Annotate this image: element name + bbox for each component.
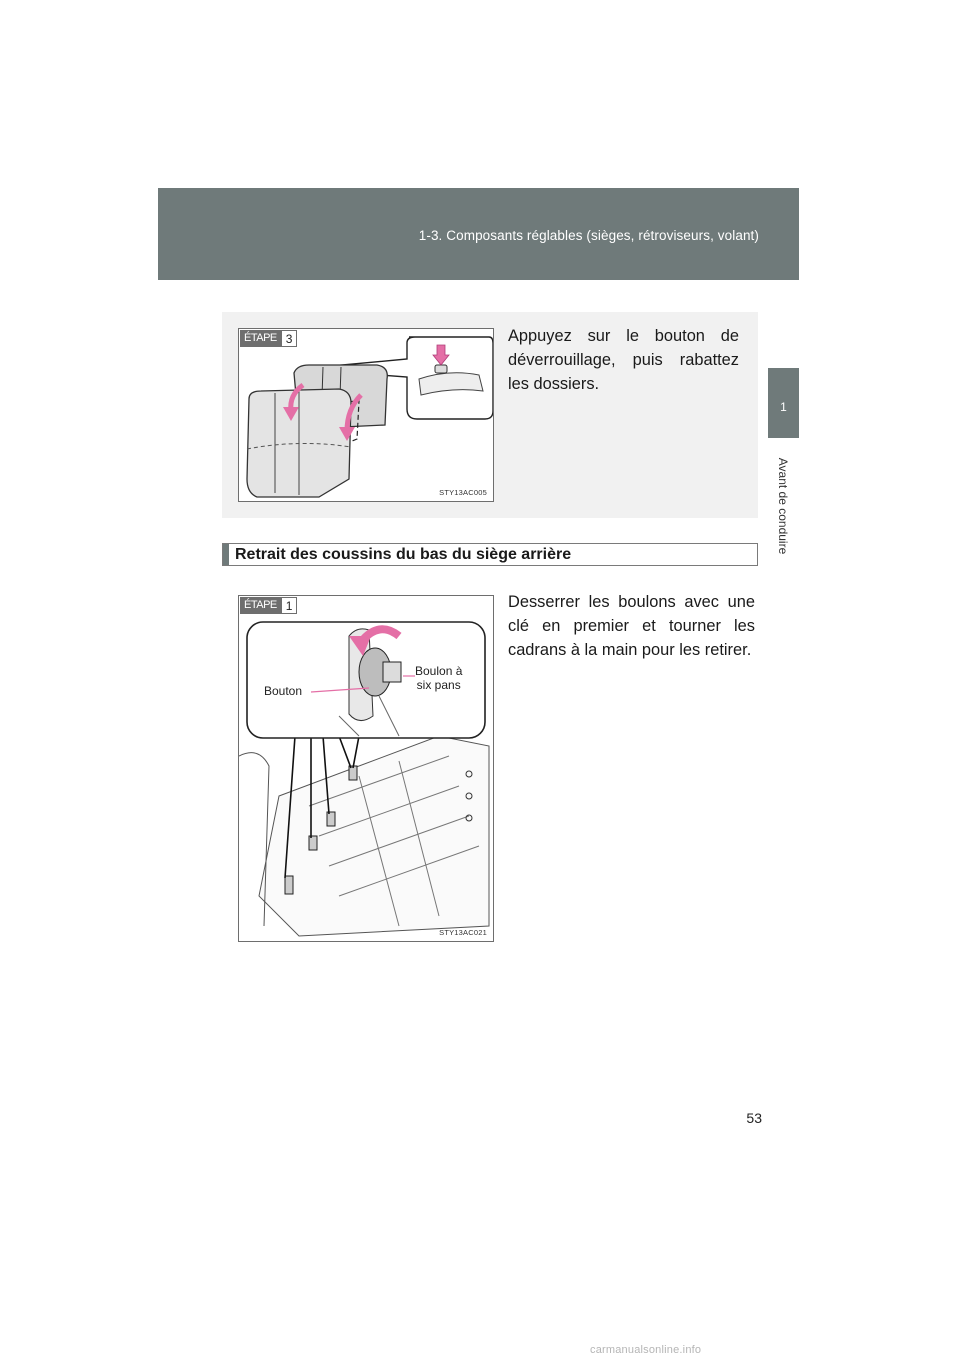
chapter-side-label-text: Avant de conduire	[776, 457, 790, 555]
figure-code: STY13AC005	[439, 488, 487, 497]
cushion-bolt-illustration	[238, 595, 494, 942]
step-1-badge	[240, 597, 297, 614]
chapter-header	[158, 188, 799, 280]
callout-hex-bolt-label	[415, 664, 462, 692]
section-title: Retrait des coussins du bas du siège arrière	[235, 546, 572, 563]
watermark: carmanualsonline.info	[590, 1344, 702, 1356]
section-accent	[223, 544, 229, 565]
figure-code: STY13AC021	[439, 928, 487, 937]
callout-button-label: Bouton	[264, 684, 303, 698]
chapter-title: 1-3. Composants réglables (sièges, rétroviseurs, volant)	[418, 228, 759, 243]
callout-hex-bolt-line-1: Boulon à	[415, 664, 463, 678]
step-3-instruction: Appuyez sur le bouton de déverrouillage, puis rabattez les dossiers.	[508, 327, 739, 393]
step-1-instruction: Desserrer les boulons avec une clé en premier et tourner les cadrans à la main pour les retirer.	[508, 593, 755, 659]
cushion-bolt-drawing	[239, 596, 494, 942]
step-badge-number: 3	[281, 330, 298, 347]
chapter-tab	[768, 368, 799, 438]
section-header	[222, 543, 758, 566]
seatback-fold-drawing	[239, 329, 494, 502]
seatback-fold-illustration	[238, 328, 494, 502]
chapter-tab-number: 1	[780, 400, 787, 414]
callout-hex-bolt-line-2: six pans	[416, 678, 461, 692]
page-number: 53	[746, 1110, 762, 1126]
chapter-side-label	[771, 446, 795, 566]
step-badge-number: 1	[281, 597, 298, 614]
step-badge-label: ÉTAPE	[240, 597, 281, 614]
step-badge-label: ÉTAPE	[240, 330, 281, 347]
step-3-badge	[240, 330, 297, 347]
